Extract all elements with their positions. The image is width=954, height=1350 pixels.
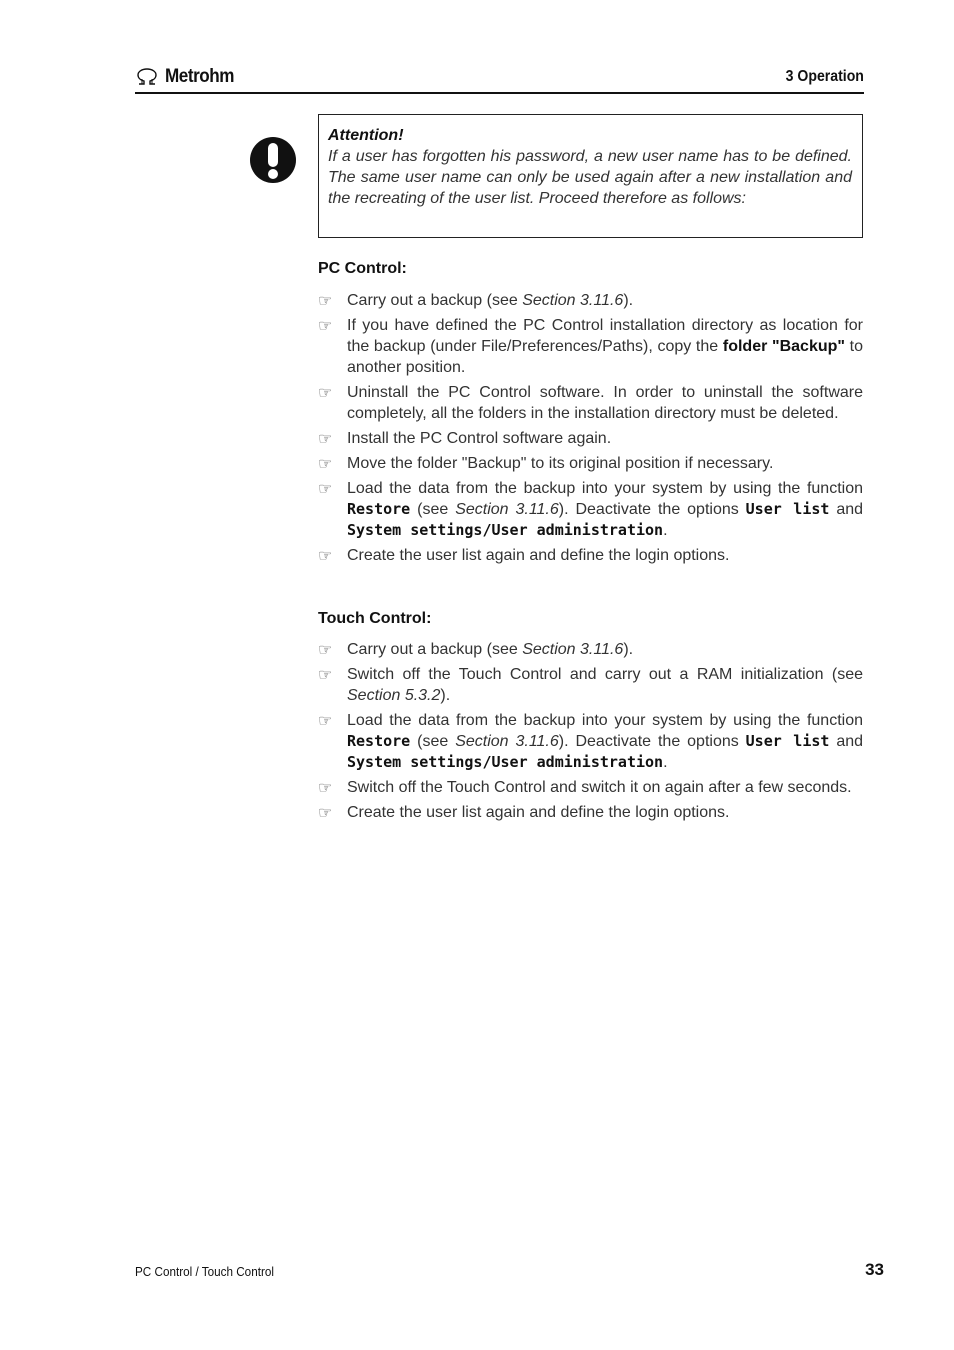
user-list-option: User list [745, 732, 830, 750]
pointing-hand-icon: ☞ [318, 456, 333, 473]
pc-control-heading: PC Control: [318, 260, 407, 277]
pointing-hand-icon: ☞ [318, 481, 333, 498]
list-item: ☞ Create the user list again and define the login options. [318, 547, 730, 565]
pointing-hand-icon: ☞ [318, 642, 333, 659]
touch-control-steps [318, 639, 863, 827]
list-item: ☞ Uninstall the PC Control software. In order to uninstall the software completely, all the folders in the installation directory must be deleted. [318, 384, 863, 422]
touch-control-heading: Touch Control: [318, 610, 432, 627]
page-number: 33 [865, 1260, 884, 1279]
restore-function: Restore [347, 500, 411, 518]
list-item: ☞ Install the PC Control software again. [318, 430, 612, 448]
system-settings-option: System settings/User administration [347, 753, 664, 771]
brand-name: Metrohm [165, 66, 235, 87]
brand-logo [135, 66, 242, 88]
pointing-hand-icon: ☞ [318, 805, 333, 822]
pointing-hand-icon: ☞ [318, 548, 333, 565]
list-item: ☞ Load the data from the backup into your system by using the function Restore (see Section 3.11.6). Deactivate the options User list and System settings/User administration. [318, 712, 864, 771]
pointing-hand-icon: ☞ [318, 385, 333, 402]
system-settings-option: System settings/User administration [347, 521, 664, 539]
list-item: ☞ Carry out a backup (see Section 3.11.6). [318, 641, 634, 659]
pc-control-steps [318, 290, 863, 570]
folder-backup-label: folder "Backup" [722, 338, 845, 355]
page-header [135, 64, 864, 94]
pointing-hand-icon: ☞ [318, 780, 333, 797]
list-item: ☞ Move the folder "Backup" to its original position if necessary. [318, 455, 774, 473]
section-reference: Section 3.11.6 [455, 501, 559, 518]
restore-function: Restore [347, 732, 411, 750]
section-reference: Section 3.11.6 [522, 292, 624, 309]
pointing-hand-icon: ☞ [318, 431, 333, 448]
attention-text: If a user has forgotten his password, a new user name has to be defined. The same user name can only be used again after a new installation and the recreating of the user list. Proceed therefore as follows: [328, 148, 852, 207]
user-list-option: User list [745, 500, 830, 518]
attention-title: Attention! [328, 127, 404, 144]
pointing-hand-icon: ☞ [318, 318, 333, 335]
list-item: ☞ Carry out a backup (see Section 3.11.6). [318, 292, 634, 310]
section-reference: Section 3.11.6 [522, 641, 624, 658]
omega-logo-icon [135, 68, 159, 86]
list-item: ☞ Load the data from the backup into your system by using the function Restore (see Section 3.11.6). Deactivate the options User list and System settings/User administration. [318, 480, 864, 539]
list-item: ☞ Switch off the Touch Control and switch it on again after a few seconds. [318, 779, 852, 797]
attention-box [318, 114, 863, 238]
list-item: ☞ Create the user list again and define the login options. [318, 804, 730, 822]
section-reference: Section 5.3.2 [347, 687, 441, 704]
list-item: ☞ Switch off the Touch Control and carry out a RAM initialization (see Section 5.3.2). [318, 666, 863, 704]
footer-title: PC Control / Touch Control [135, 1264, 274, 1279]
pointing-hand-icon: ☞ [318, 667, 333, 684]
pointing-hand-icon: ☞ [318, 713, 333, 730]
chapter-title: 3 Operation [785, 68, 864, 85]
pointing-hand-icon: ☞ [318, 293, 333, 310]
list-item: ☞ If you have defined the PC Control installation directory as location for the backup (under File/Preferences/Paths), copy the folder "Backup" to another position. [318, 317, 864, 376]
section-reference: Section 3.11.6 [455, 733, 559, 750]
exclamation-icon [250, 137, 296, 188]
